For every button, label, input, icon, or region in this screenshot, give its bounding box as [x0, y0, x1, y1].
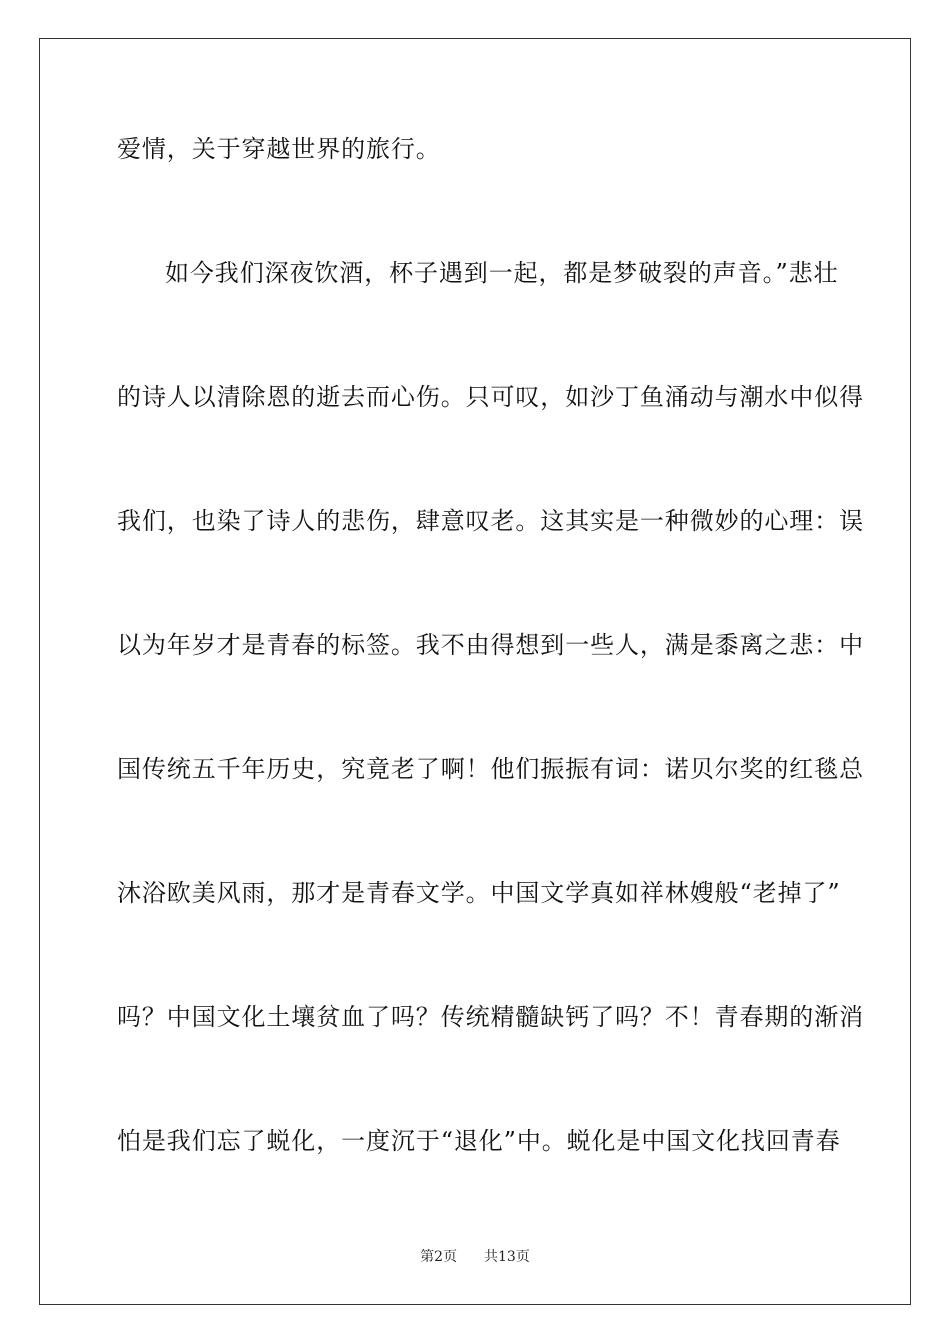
text-line-2: 如今我们深夜饮酒，杯子遇到一起，都是梦破裂的声音。”悲壮: [165, 259, 839, 287]
page-footer: [0, 1248, 950, 1266]
page-number: 第2页: [420, 1249, 458, 1265]
text-line-7: 沐浴欧美风雨，那才是青春文学。中国文学真如祥林嫂般“老掉了”: [117, 879, 841, 907]
text-line-8: 吗？中国文化土壤贫血了吗？传统精髓缺钙了吗？不！青春期的渐消: [117, 1003, 864, 1031]
text-line-4: 我们，也染了诗人的悲伤，肆意叹老。这其实是一种微妙的心理：误: [117, 507, 864, 535]
page-total: 共13页: [484, 1249, 530, 1265]
text-line-9: 怕是我们忘了蜕化，一度沉于“退化”中。蜕化是中国文化找回青春: [117, 1127, 841, 1155]
page-border: [39, 38, 911, 1305]
text-line-6: 国传统五千年历史，究竟老了啊！他们振振有词：诺贝尔奖的红毯总: [117, 755, 864, 783]
text-line-3: 的诗人以清除恩的逝去而心伤。只可叹，如沙丁鱼涌动与潮水中似得: [117, 383, 864, 411]
text-line-5: 以为年岁才是青春的标签。我不由得想到一些人，满是黍离之悲：中: [117, 631, 864, 659]
text-line-1: 爱情，关于穿越世界的旅行。: [117, 135, 441, 163]
